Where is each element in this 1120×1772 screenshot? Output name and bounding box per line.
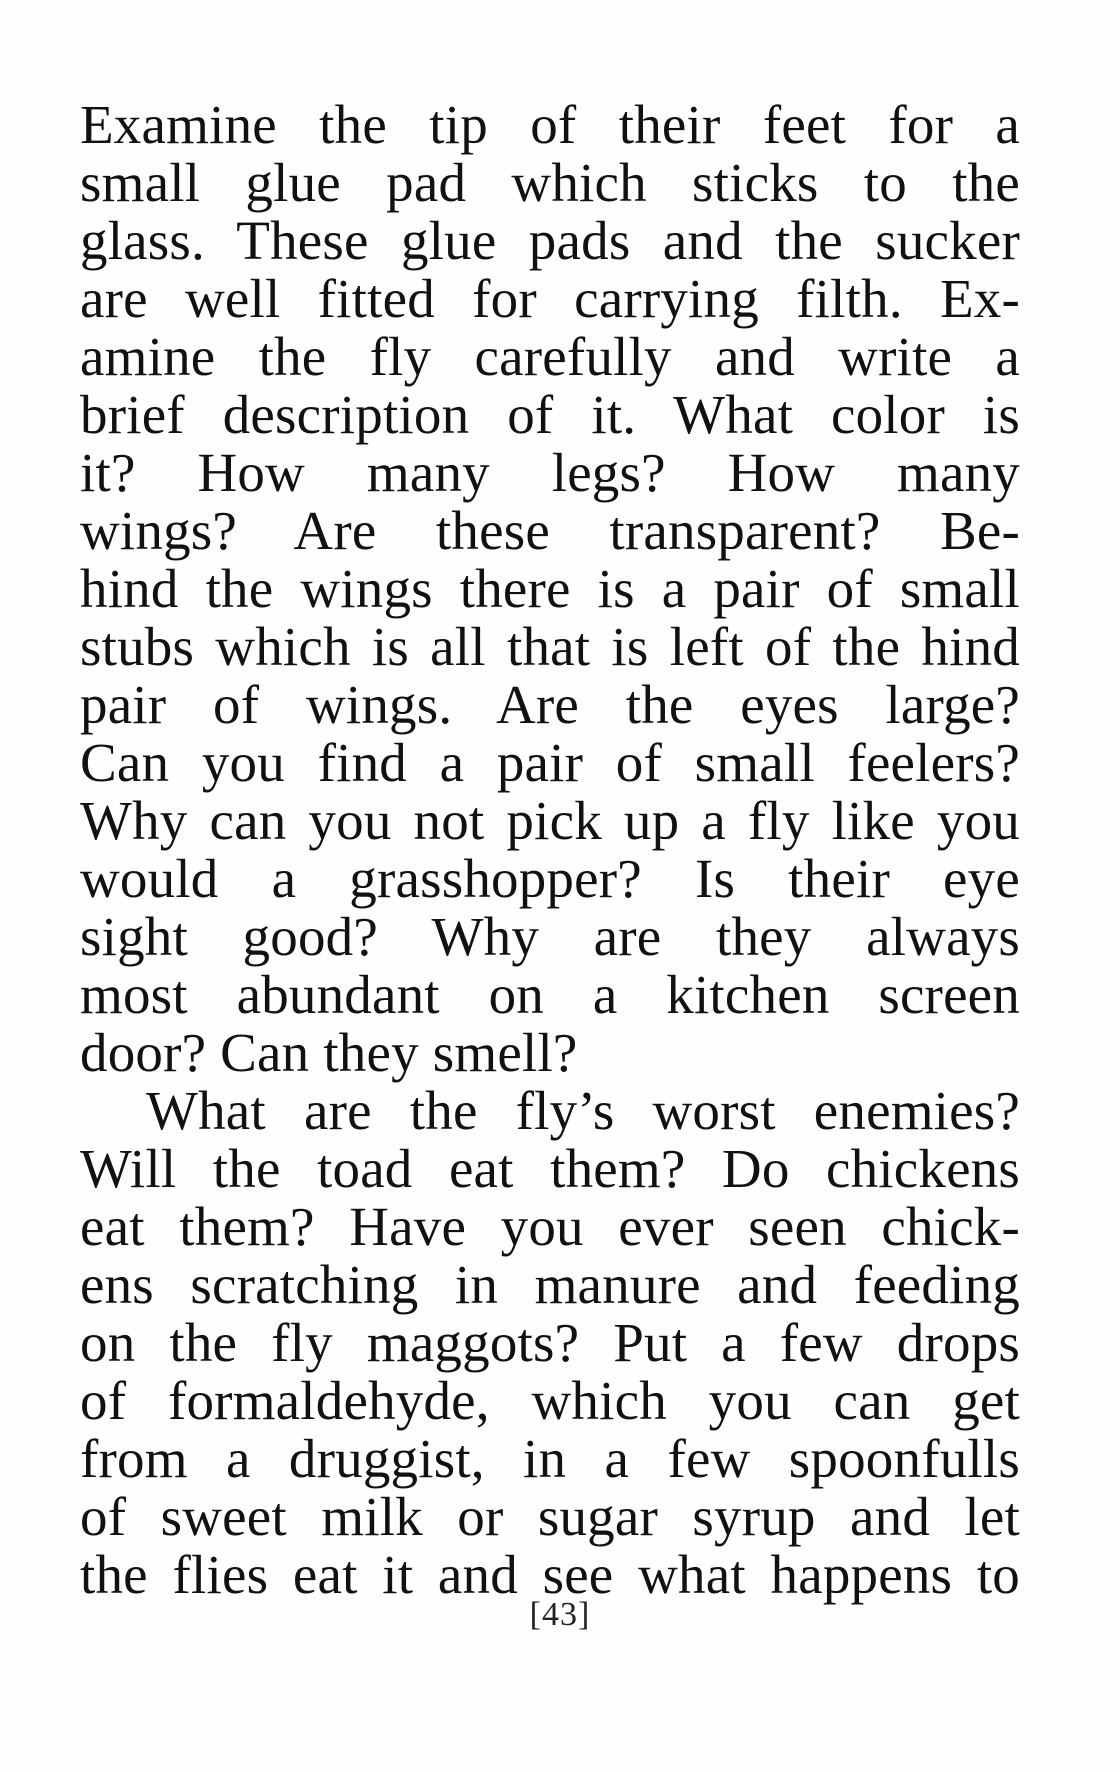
text-line: ens scratching in manure and feeding	[80, 1254, 1020, 1315]
text-line: amine the fly carefully and write a	[80, 326, 1020, 387]
text-line: Can you find a pair of small feelers?	[80, 732, 1020, 793]
text-line: it? How many legs? How many	[80, 442, 1020, 503]
text-line: would a grasshopper? Is their eye	[80, 848, 1020, 909]
text-line: of formaldehyde, which you can get	[80, 1370, 1020, 1431]
text-line: glass. These glue pads and the sucker	[80, 210, 1020, 271]
text-line: pair of wings. Are the eyes large?	[80, 674, 1020, 735]
text-line: Will the toad eat them? Do chickens	[80, 1138, 1020, 1199]
text-line: on the fly maggots? Put a few drops	[80, 1312, 1020, 1373]
text-line: What are the fly’s worst enemies?	[146, 1080, 1020, 1141]
text-line: stubs which is all that is left of the hind	[80, 616, 1020, 677]
text-line: Examine the tip of their feet for a	[80, 94, 1020, 155]
body-text	[80, 96, 1020, 1604]
text-line: brief description of it. What color is	[80, 384, 1020, 445]
paragraph-2	[80, 1082, 1020, 1604]
paragraph-1	[80, 96, 1020, 1082]
text-line: most abundant on a kitchen screen	[80, 964, 1020, 1025]
text-line: small glue pad which sticks to the	[80, 152, 1020, 213]
text-line: door? Can they smell?	[80, 1022, 578, 1083]
text-line: are well fitted for carrying filth. Ex-	[80, 268, 1020, 329]
page-number: [43]	[529, 1596, 591, 1633]
text-line: eat them? Have you ever seen chick-	[80, 1196, 1020, 1257]
text-line: hind the wings there is a pair of small	[80, 558, 1020, 619]
text-line: Why can you not pick up a fly like you	[80, 790, 1020, 851]
text-line: from a druggist, in a few spoonfulls	[80, 1428, 1020, 1489]
text-line: of sweet milk or sugar syrup and let	[80, 1486, 1020, 1547]
text-line: wings? Are these transparent? Be-	[80, 500, 1020, 561]
text-line: sight good? Why are they always	[80, 906, 1020, 967]
text-line: the flies eat it and see what happens to	[80, 1544, 1020, 1605]
